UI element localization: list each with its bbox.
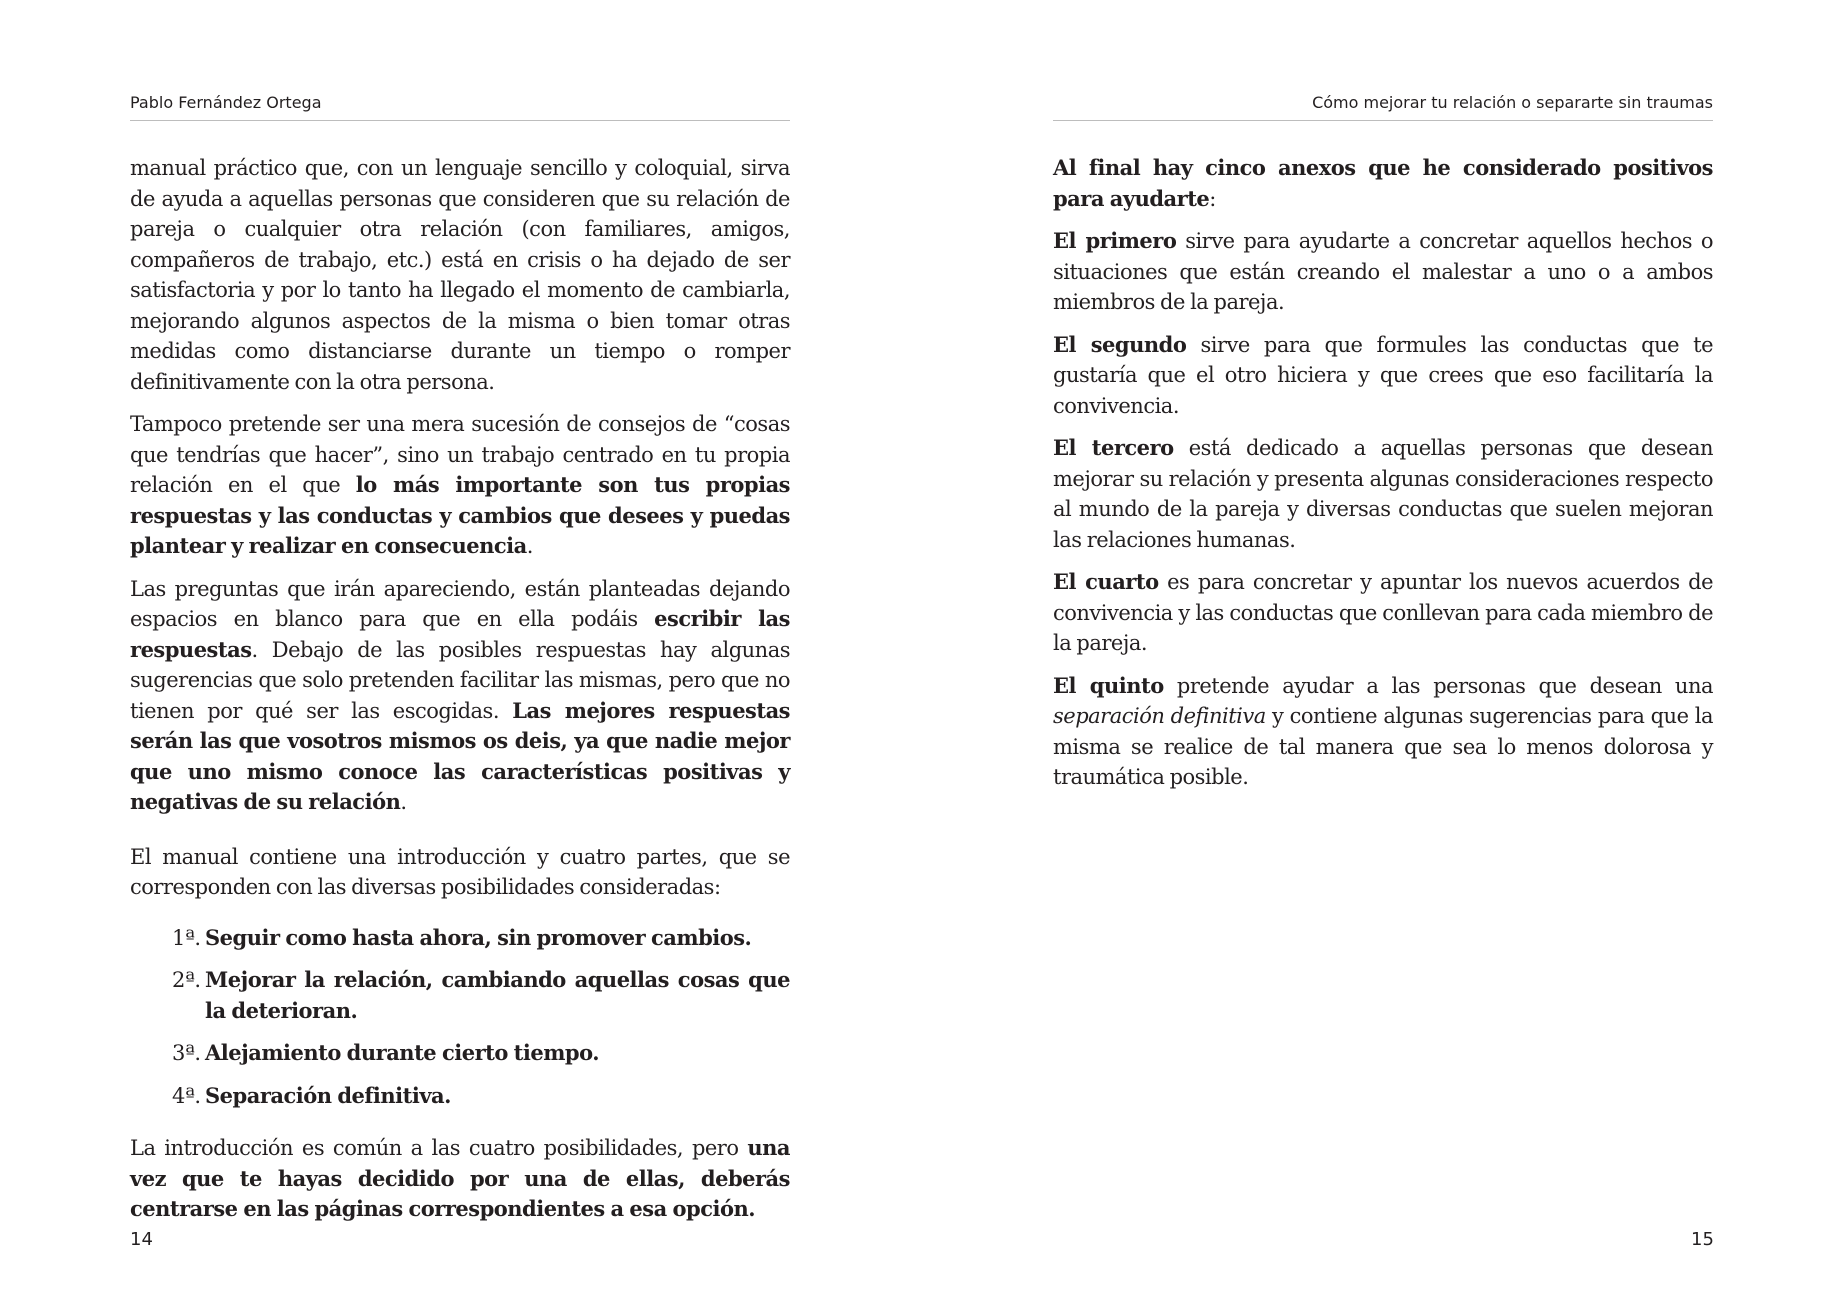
bold-text: Al final hay cinco anexos que he considerado positivos para ayudarte	[1053, 155, 1713, 211]
list-number: 4ª.	[172, 1083, 201, 1108]
list-number: 1ª.	[172, 925, 201, 950]
paragraph	[130, 842, 790, 903]
paragraph	[130, 153, 790, 397]
list-number: 2ª.	[172, 968, 201, 992]
annex-lead: El tercero	[1053, 435, 1174, 460]
left-body-text	[130, 153, 790, 1237]
annex-text: sirve para que formules las conductas que te gustaría que el otro hiciera y que crees que eso facilitaría la convivencia.	[1053, 332, 1714, 418]
running-head-title: Cómo mejorar tu relación o separarte sin traumas	[1053, 92, 1713, 121]
page-number: 15	[1691, 1229, 1714, 1250]
annex-paragraph	[1053, 330, 1713, 422]
list-item	[172, 1038, 790, 1069]
list-item-text: Separación definitiva.	[205, 1082, 451, 1108]
annex-text: pretende ayudar a las personas que desean una	[1163, 673, 1713, 698]
left-page	[0, 0, 915, 1299]
paragraph-text: .	[526, 534, 533, 558]
annex-paragraph	[1053, 226, 1713, 318]
list-item	[172, 965, 790, 1026]
list-item	[172, 923, 790, 954]
paragraph-text: El manual contiene una introducción y cuatro partes, que se corresponden con las diversas posibilidades consideradas:	[130, 844, 790, 899]
annex-paragraph	[1053, 567, 1713, 659]
annex-lead: El primero	[1053, 228, 1177, 253]
list-number: 3ª.	[172, 1041, 201, 1065]
paragraph	[130, 574, 790, 818]
list-item-text: Mejorar la relación, cambiando aquellas cosas que la deterioran.	[205, 967, 790, 1023]
options-list	[130, 923, 790, 1112]
list-item	[172, 1081, 790, 1112]
annex-lead: El quinto	[1053, 672, 1164, 698]
paragraph-text: .	[400, 790, 407, 814]
annex-lead: El cuarto	[1053, 569, 1159, 594]
annex-text: está dedicado a aquellas personas que desean mejorar su relación y presenta algunas consideraciones respecto al mundo de la pareja y diversas conductas que suelen mejoran las relaciones humanas.	[1053, 436, 1713, 552]
paragraph-text: manual práctico que, con un lenguaje sencillo y coloquial, sirva de ayuda a aquellas personas que consideren que su relación de pareja o cualquier otra relación (con familiares, amigos, compañeros de trabajo, etc.) está en crisis o ha dejado de ser satisfactoria y por lo tanto ha llegado el momento de cambiarla, mejorando algunos aspectos de la misma o bien tomar otras medidas como distanciarse durante un tiempo o romper definitivamente con la otra persona.	[130, 156, 790, 394]
bold-text: una vez que te hayas decidido por una de ellas, deberás centrarse en las páginas correspondientes a esa opción.	[130, 1135, 790, 1221]
paragraph	[130, 409, 790, 562]
bold-text: lo más importante son tus propias respuestas y las conductas y cambios que desees y puedas plantear y realizar en consecuencia	[130, 472, 790, 558]
bold-text: escribir las respuestas	[130, 606, 790, 662]
italic-text: separación definitiva	[1053, 704, 1266, 728]
annex-lead: El segundo	[1053, 331, 1187, 357]
paragraph-text: La introducción es común a las cuatro posibilidades, pero	[130, 1136, 748, 1160]
paragraph-text: Tampoco pretende ser una mera sucesión de consejos de “cosas que tendrías que hacer”, sino un trabajo centrado en tu propia relación en el que	[130, 412, 790, 497]
annex-paragraph	[1053, 433, 1713, 555]
paragraph	[130, 1133, 790, 1225]
paragraph-text: . Debajo de las posibles respuestas hay algunas sugerencias que solo pretenden facilitar las mismas, pero que no tienen por qué ser las escogidas.	[130, 637, 790, 723]
list-item-text: Alejamiento durante cierto tiempo.	[205, 1040, 600, 1065]
annex-text: sirve para ayudarte a concretar aquellos hechos o situaciones que están creando el malestar a uno o a ambos miembros de la pareja.	[1053, 229, 1713, 314]
annex-text: y contiene algunas sugerencias para que la misma se realice de tal manera que sea lo menos dolorosa y traumática posible.	[1053, 704, 1713, 789]
right-page	[916, 0, 1831, 1299]
paragraph-text: :	[1209, 186, 1216, 211]
annex-paragraph	[1053, 671, 1713, 793]
bold-text: Las mejores respuestas serán las que vosotros mismos os deis, ya que nadie mejor que uno mismo conoce las características positivas y negativas de su relación	[130, 697, 791, 814]
page-number: 14	[130, 1229, 153, 1250]
list-item-text: Seguir como hasta ahora, sin promover cambios.	[205, 924, 752, 950]
annex-text: es para concretar y apuntar los nuevos acuerdos de convivencia y las conductas que conllevan para cada miembro de la pareja.	[1053, 570, 1713, 655]
paragraph-text: Las preguntas que irán apareciendo, están planteadas dejando espacios en blanco para que en ella podáis	[130, 576, 790, 631]
running-head-author: Pablo Fernández Ortega	[130, 92, 790, 121]
right-body-text	[1053, 153, 1713, 805]
paragraph	[1053, 153, 1713, 214]
